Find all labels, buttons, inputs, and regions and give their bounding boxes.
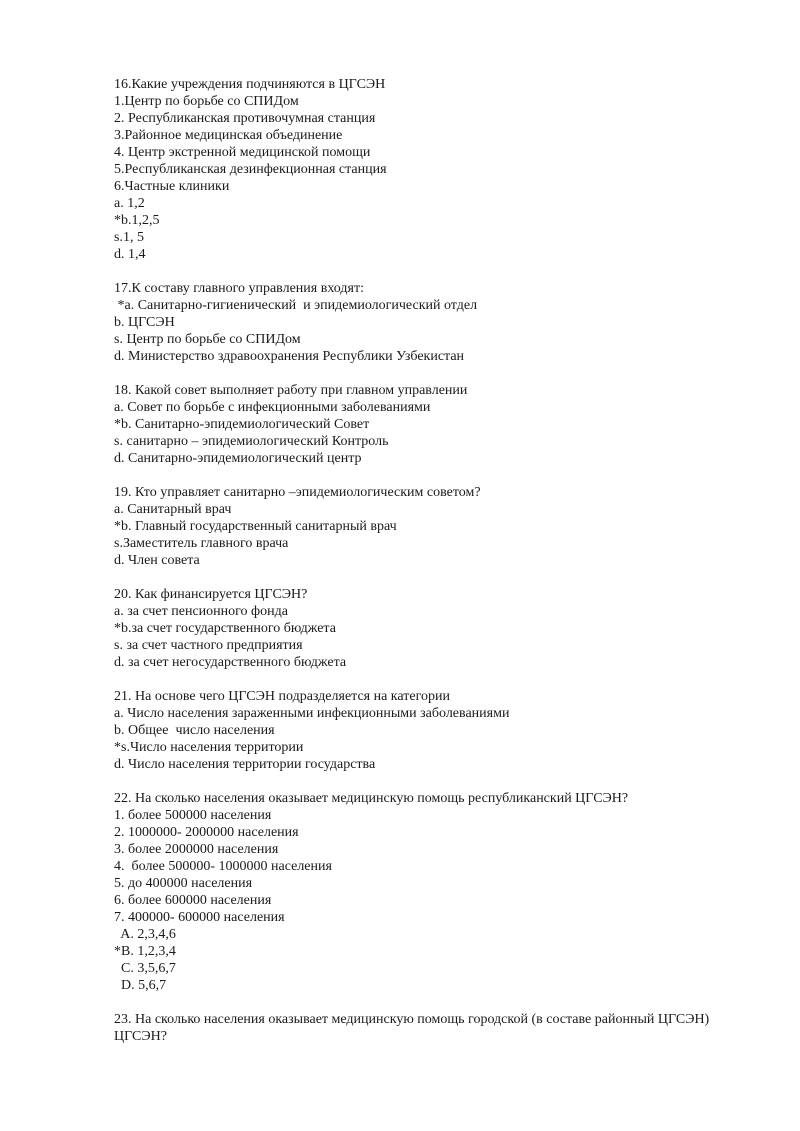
answer-line: A. 2,3,4,6	[114, 927, 176, 942]
question-text: 22. На сколько населения оказывает медицинскую помощь республиканский ЦГСЭН?	[114, 791, 629, 806]
answer-line: b. Общее число населения	[114, 723, 275, 738]
answer-line: a. Совет по борьбе с инфекционными заболеваниями	[114, 400, 431, 415]
answer-line: d. 1,4	[114, 247, 146, 262]
answer-line: s. Центр по борьбе со СПИДом	[114, 332, 301, 347]
answer-line: d. Член совета	[114, 553, 200, 568]
answer-line: *b.1,2,5	[114, 213, 160, 228]
question-text: 23. На сколько населения оказывает медицинскую помощь городской (в составе районный ЦГСЭН) ЦГСЭН?	[114, 1012, 710, 1044]
answer-line: s.Заместитель главного врача	[114, 536, 289, 551]
answer-line: 3. более 2000000 населения	[114, 842, 279, 857]
question-text: 16.Какие учреждения подчиняются в ЦГСЭН	[114, 77, 386, 92]
answer-line: 6.Частные клиники	[114, 179, 230, 194]
answer-line: a. 1,2	[114, 196, 145, 211]
answer-line: 1.Центр по борьбе со СПИДом	[114, 94, 299, 109]
question-text: 21. На основе чего ЦГСЭН подразделяется на категории	[114, 689, 450, 704]
question-18	[114, 382, 714, 467]
question-text: 19. Кто управляет санитарно –эпидемиологическим советом?	[114, 485, 481, 500]
answer-line: s. санитарно – эпидемиологический Контроль	[114, 434, 389, 449]
answer-line: *b. Главный государственный санитарный врач	[114, 519, 397, 534]
answer-line: C. 3,5,6,7	[114, 961, 176, 976]
question-20	[114, 586, 714, 671]
answer-line: 4. более 500000- 1000000 населения	[114, 859, 332, 874]
answer-line: 6. более 600000 населения	[114, 893, 272, 908]
answer-line: 5. до 400000 населения	[114, 876, 253, 891]
answer-line: 2. Республиканская противочумная станция	[114, 111, 376, 126]
answer-line: a. за счет пенсионного фонда	[114, 604, 288, 619]
answer-line: d. Число населения территории государства	[114, 757, 376, 772]
answer-line: *b.за счет государственного бюджета	[114, 621, 336, 636]
answer-line: 4. Центр экстренной медицинской помощи	[114, 145, 371, 160]
document-page	[114, 76, 714, 1062]
answer-line: 7. 400000- 600000 населения	[114, 910, 285, 925]
question-22	[114, 790, 714, 994]
answer-line: s. за счет частного предприятия	[114, 638, 303, 653]
question-19	[114, 484, 714, 569]
answer-line: 3.Районное медицинская объединение	[114, 128, 343, 143]
question-17	[114, 280, 714, 365]
answer-line: b. ЦГСЭН	[114, 315, 175, 330]
answer-line: D. 5,6,7	[114, 978, 167, 993]
answer-line: 2. 1000000- 2000000 населения	[114, 825, 299, 840]
question-23	[114, 1011, 714, 1045]
answer-line: s.1, 5	[114, 230, 144, 245]
answer-line: *s.Число населения территории	[114, 740, 304, 755]
question-16	[114, 76, 714, 263]
answer-line: d. Министерство здравоохранения Республики Узбекистан	[114, 349, 465, 364]
answer-line: *a. Санитарно-гигиенический и эпидемиологический отдел	[114, 298, 478, 313]
answer-line: a. Санитарный врач	[114, 502, 232, 517]
question-text: 18. Какой совет выполняет работу при главном управлении	[114, 383, 468, 398]
answer-line: *b. Санитарно-эпидемиологический Совет	[114, 417, 370, 432]
answer-line: d. Санитарно-эпидемиологический центр	[114, 451, 362, 466]
answer-line: 5.Республиканская дезинфекционная станция	[114, 162, 387, 177]
question-text: 20. Как финансируется ЦГСЭН?	[114, 587, 308, 602]
question-text: 17.К составу главного управления входят:	[114, 281, 364, 296]
answer-line: d. за счет негосударственного бюджета	[114, 655, 347, 670]
answer-line: 1. более 500000 населения	[114, 808, 272, 823]
answer-line: *B. 1,2,3,4	[114, 944, 176, 959]
answer-line: a. Число населения зараженными инфекционными заболеваниями	[114, 706, 510, 721]
question-21	[114, 688, 714, 773]
